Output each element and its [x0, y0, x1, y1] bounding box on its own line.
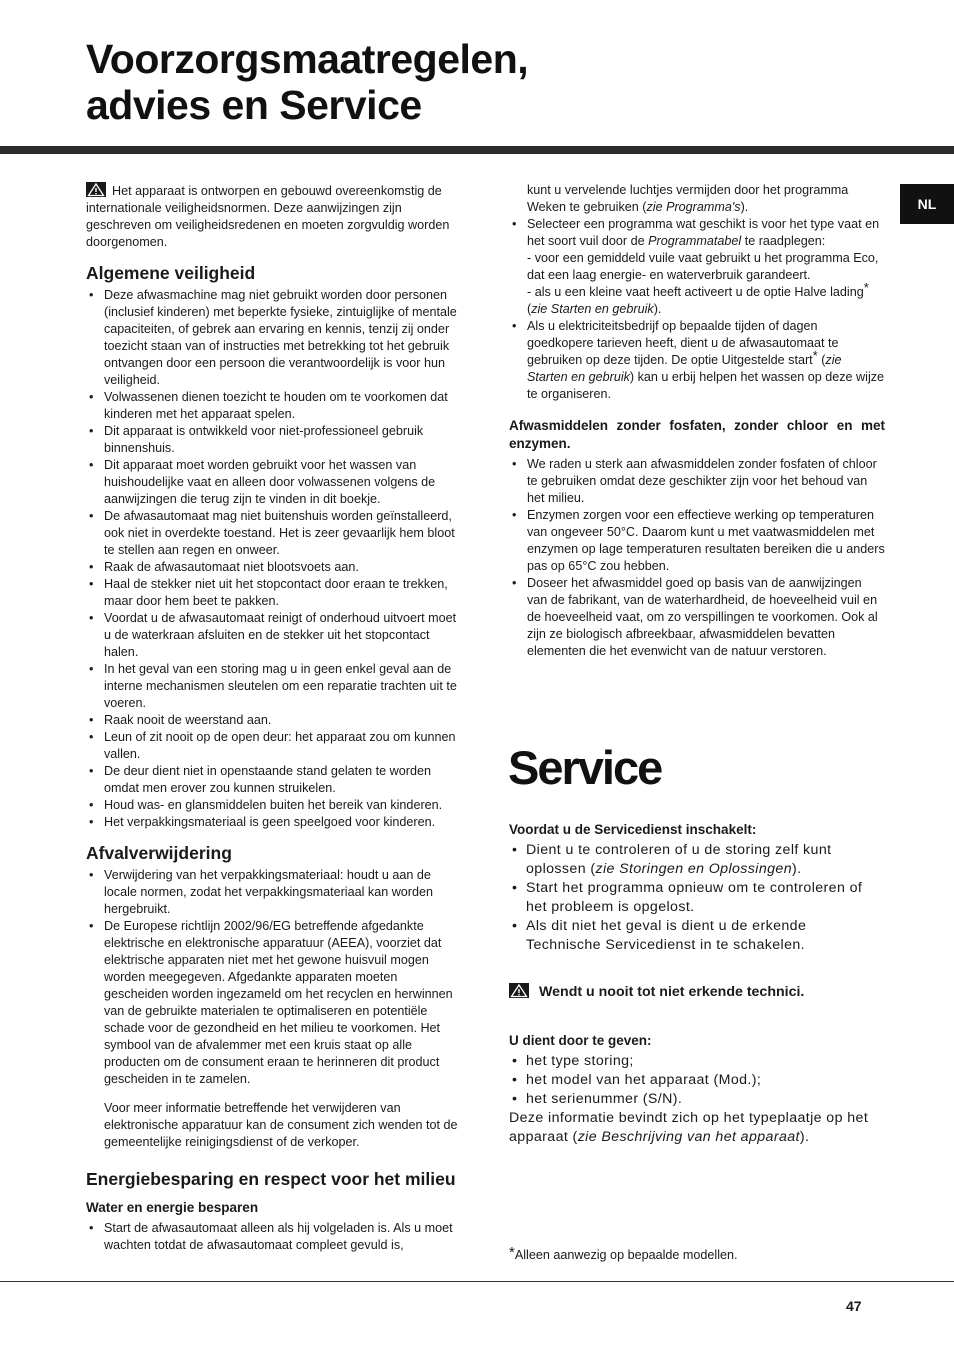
check-text: Dient u te controleren of u de storing zelf kunt oplossen (: [526, 842, 832, 877]
warning-icon: [509, 983, 529, 998]
list-item: • Dit apparaat moet worden gebruikt voor het wassen van huishoudelijke vaat en alleen door volwassenen volgens de aanwijzingen die terug zijn te vinden in dit boekje.: [86, 457, 464, 508]
right-column: [509, 182, 885, 660]
list-item: • het model van het apparaat (Mod.);: [509, 1071, 885, 1090]
select-text: Selecteer een programma wat geschikt is voor het type vaat en het soort vuil door de: [527, 217, 880, 248]
cross-reference: zie Starten en gebruik: [527, 353, 842, 384]
list-item: • Voordat u de afwasautomaat reinigt of onderhoud uitvoert moet u de waterkraan afsluiten en de stekker uit het stopcontact halen.: [86, 610, 464, 661]
disposal-list: [86, 867, 464, 1088]
tariff-text: ) kan u erbij helpen het wassen op deze wijze te organiseren.: [527, 370, 885, 401]
list-item: • het serienummer (S/N).: [509, 1090, 885, 1109]
list-item: • Verwijdering van het verpakkingsmateriaal: houdt u aan de locale normen, zodat het verpakkingsmateriaal kan worden hergebruikt.: [86, 867, 464, 918]
info-text: Deze informatie bevindt zich op het typeplaatje op het apparaat (: [509, 1110, 869, 1145]
list-item: • Houd was- en glansmiddelen buiten het bereik van kinderen.: [86, 797, 464, 814]
list-item: • De afwasautomaat mag niet buitenshuis worden geïnstalleerd, ook niet in overdekte toestand. Het is zeer gevaarlijk hem bloot te stellen aan regen en onweer.: [86, 508, 464, 559]
disposal-heading: Afvalverwijdering: [86, 843, 232, 863]
list-item: • Deze afwasmachine mag niet gebruikt worden door personen (inclusief kinderen) met beperkte fysieke, zintuiglijke of mentale capaciteiten, of gebrek aan ervaring en kennis, tenzij zij onder toezicht staan van of instructies met betrekking tot het gebruik ontvangen door een persoon die verantwoordelijk is voor hun veiligheid.: [86, 287, 464, 389]
intro-text: Het apparaat is ontworpen en gebouwd overeenkomstig de internationale veiligheidsnormen. Deze aanwijzingen zijn geschreven om veiligheidsredenen en moeten zorgvuldig worden doorgenomen.: [86, 184, 450, 249]
select-text: te raadplegen:: [741, 234, 826, 248]
info-text: ).: [799, 1129, 810, 1145]
service-check-list: [509, 841, 885, 955]
detergent-list: [509, 456, 885, 660]
bottom-rule: [0, 1281, 954, 1282]
list-item: • Raak nooit de weerstand aan.: [86, 712, 464, 729]
list-item: • De deur dient niet in openstaande stand gelaten te worden omdat men erover zou kunnen struikelen.: [86, 763, 464, 797]
footnote-text: Alleen aanwezig op bepaalde modellen.: [514, 1248, 738, 1262]
general-safety-heading: Algemene veiligheid: [86, 263, 256, 283]
page-title-line-2: advies en Service: [86, 82, 422, 128]
list-item: • Enzymen zorgen voor een effectieve werking op temperaturen van ongeveer 50°C. Daarom kunt u met vaatwasmiddelen met enzymen op lage temperaturen resultaten bereiken die u anders pas op 65°C zou hebben.: [509, 507, 885, 575]
tariff-text: Als u elektriciteitsbedrijf op bepaalde tijden of dagen goedkopere tarieven heeft, dient u de afwasautomaat te gebruiken op deze tijden. De optie Uitgestelde start: [527, 319, 839, 367]
page-title: [86, 36, 528, 128]
select-text: - voor een gemiddeld vuile vaat gebruikt u het programma Eco, dat een laag energie- en waterverbruik garandeert.: [527, 251, 879, 282]
select-text: ).: [653, 302, 662, 316]
service-title: Service: [508, 741, 662, 794]
service-before-section: [509, 821, 885, 955]
cross-reference: Programmatabel: [648, 234, 742, 248]
detergent-heading: Afwasmiddelen zonder fosfaten, zonder chloor en met enzymen.: [509, 418, 885, 451]
list-item: • Haal de stekker niet uit het stopcontact door eraan te trekken, maar door hem beet te pakken.: [86, 576, 464, 610]
page-number: 47: [846, 1298, 862, 1314]
list-item: • Volwassenen dienen toezicht te houden om te voorkomen dat kinderen met het apparaat spelen.: [86, 389, 464, 423]
cross-reference: zie Storingen en Oplossingen: [595, 861, 793, 877]
general-safety-list: [86, 287, 464, 831]
cross-reference: zie Programma's: [646, 200, 741, 214]
list-item: • Het verpakkingsmateriaal is geen speelgoed voor kinderen.: [86, 814, 464, 831]
left-column: [86, 182, 464, 1254]
list-item: • Als u elektriciteitsbedrijf op bepaalde tijden of dagen goedkopere tarieven heeft, dient u de afwasautomaat te gebruiken op deze tijden. De optie Uitgestelde start* (zie Starten en gebruik) kan u erbij helpen het wassen op deze wijze te organiseren.: [509, 318, 885, 403]
cross-reference: zie Starten en gebruik: [531, 302, 654, 316]
energy-continued: [509, 182, 885, 216]
service-info: [509, 1109, 885, 1147]
warning-icon: [86, 182, 106, 197]
disposal-note: Voor meer informatie betreffende het verwijderen van elektronische apparatuur kan de consument zich wenden tot de gemeentelijke reinigingsdienst of de verkoper.: [104, 1101, 458, 1149]
list-item: • Leun of zit nooit op de open deur: het apparaat zou om kunnen vallen.: [86, 729, 464, 763]
page-title-line-1: Voorzorgsmaatregelen,: [86, 36, 529, 82]
service-warning-text: Wendt u nooit tot niet erkende technici.: [539, 984, 805, 1000]
service-warning: [509, 983, 804, 1002]
footnote-marker: *: [509, 1244, 515, 1261]
energy-list: [86, 1220, 464, 1254]
list-item: • Raak de afwasautomaat niet blootsvoets aan.: [86, 559, 464, 576]
list-item: • De Europese richtlijn 2002/96/EG betreffende afgedankte elektrische en elektronische apparatuur (AEEA), voorziet dat elektrische apparaten niet met het gewone huisvuil mogen worden meegegeven. Afgedankte apparaten moeten gescheiden worden ingezameld om het recyclen en herwinnen van de gebruikte materialen te optimaliseren en potentiële schade voor de gezondheid en het milieu te voorkomen. Het symbool van de afvalemmer met een kruis staat op alle producten om de consument eraan te herinneren dit product gescheiden in te zamelen.: [86, 918, 464, 1088]
energy-heading: Energiebesparing en respect voor het milieu: [86, 1169, 456, 1189]
service-provide-list: [509, 1052, 885, 1109]
intro-paragraph: [86, 182, 464, 251]
list-item: • Start de afwasautomaat alleen als hij volgeladen is. Als u moet wachten totdat de afwasautomaat compleet gevuld is,: [86, 1220, 464, 1254]
language-tab: NL: [900, 184, 954, 224]
title-rule: [0, 146, 954, 154]
list-item: • Dit apparaat is ontwikkeld voor niet-professioneel gebruik binnenshuis.: [86, 423, 464, 457]
energy-subheading: Water en energie besparen: [86, 1200, 259, 1215]
disposal-section: [86, 843, 464, 1151]
service-before-heading: Voordat u de Servicedienst inschakelt:: [509, 822, 757, 837]
list-item: • In het geval van een storing mag u in geen enkel geval aan de interne mechanismen sleutelen om een reparatie trachten uit te voeren.: [86, 661, 464, 712]
service-provide-section: [509, 1032, 885, 1147]
check-text: ).: [792, 861, 802, 877]
continued-text: kunt u vervelende luchtjes vermijden door het programma Weken te gebruiken (: [527, 183, 849, 214]
footnote-marker: *: [863, 280, 869, 295]
list-item: • Start het programma opnieuw om te controleren of het probleem is opgelost.: [509, 879, 885, 917]
list-item: • Selecteer een programma wat geschikt is voor het type vaat en het soort vuil door de Programmatabel te raadplegen: - voor een gemiddeld vuile vaat gebruikt u het programma Eco, dat een laag energie- en waterverbruik garandeert. - als u een kleine vaat heeft activeert u de optie Halve lading* (zie Starten en gebruik).: [509, 216, 885, 318]
list-item: [509, 841, 885, 879]
footnote-marker: *: [812, 348, 818, 363]
continued-text-end: ).: [740, 200, 749, 214]
select-text: - als u een kleine vaat heeft activeert u de optie Halve lading: [527, 285, 864, 299]
energy-list-continued: [509, 216, 885, 403]
list-item: • het type storing;: [509, 1052, 885, 1071]
list-item: • Doseer het afwasmiddel goed op basis van de aanwijzingen van de fabrikant, van de waterhardheid, de hoeveelheid vuil en de hoeveelheid vaat, om zo verspillingen te voorkomen. Ook al zijn ze biologisch afbreekbaar, afwasmiddelen bevatten elementen die het evenwicht van de natuur verstoren.: [509, 575, 885, 660]
energy-section: [86, 1169, 464, 1254]
list-item: • Als dit niet het geval is dient u de erkende Technische Servicedienst in te schakelen.: [509, 917, 885, 955]
cross-reference: zie Beschrijving van het apparaat: [577, 1129, 800, 1145]
footnote: [509, 1244, 738, 1262]
list-item: • We raden u sterk aan afwasmiddelen zonder fosfaten of chloor te gebruiken omdat deze geschikter zijn voor het behoud van het milieu.: [509, 456, 885, 507]
service-provide-heading: U dient door te geven:: [509, 1033, 652, 1048]
